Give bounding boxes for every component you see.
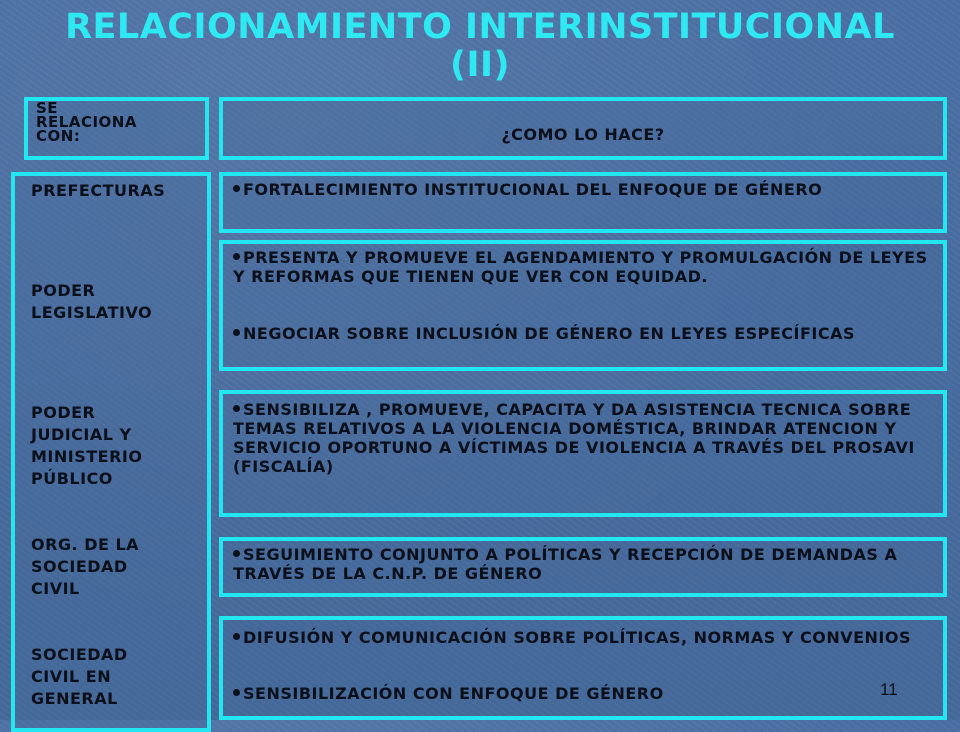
header-right-label: ¿COMO LO HACE? [501, 125, 665, 144]
header-left-cell [24, 97, 209, 160]
entity-prefecturas: PREFECTURAS [31, 181, 166, 200]
slide-title [0, 8, 960, 84]
bullet-dot-icon [233, 405, 240, 412]
page-number: 11 [880, 680, 898, 699]
action-box-3 [219, 390, 947, 517]
bullet-dot-icon [233, 633, 240, 640]
bullet-item: SENSIBILIZACIÓN CON ENFOQUE DE GÉNERO [233, 684, 929, 703]
bullet-dot-icon [233, 253, 240, 260]
bullet-dot-icon [233, 185, 240, 192]
header-right-cell [219, 97, 947, 160]
bullet-item: DIFUSIÓN Y COMUNICACIÓN SOBRE POLÍTICAS, NORMAS Y CONVENIOS [233, 628, 929, 647]
bullet-dot-icon [233, 329, 240, 336]
entity-poder-judicial: PODER JUDICIAL Y MINISTERIO PÚBLICO [31, 403, 143, 488]
bullet-item: SEGUIMIENTO CONJUNTO A POLÍTICAS Y RECEPCIÓN DE DEMANDAS A TRAVÉS DE LA C.N.P. DE GÉNERO [233, 545, 898, 583]
action-box-2 [219, 240, 947, 371]
bullet-item: FORTALECIMIENTO INSTITUCIONAL DEL ENFOQUE DE GÉNERO [233, 180, 929, 199]
bullet-item: SENSIBILIZA , PROMUEVE, CAPACITA Y DA ASISTENCIA TECNICA SOBRE TEMAS RELATIVOS A LA VIOLENCIA DOMÉSTICA, BRINDAR ATENCION Y SERVICIO OPORTUNO A VÍCTIMAS DE VIOLENCIA A TRAVÉS DEL PROSAVI (FISCALÍA) [233, 400, 915, 476]
title-line-1: RELACIONAMIENTO INTERINSTITUCIONAL [65, 7, 895, 47]
header-left-label: SE RELACIONA CON: [36, 99, 137, 145]
bullet-item: PRESENTA Y PROMUEVE EL AGENDAMIENTO Y PROMULGACIÓN DE LEYES Y REFORMAS QUE TIENEN QUE VER CON EQUIDAD. [233, 248, 928, 286]
entity-poder-legislativo: PODER LEGISLATIVO [31, 281, 153, 322]
bullet-dot-icon [233, 689, 240, 696]
entity-sociedad-civil-general: SOCIEDAD CIVIL EN GENERAL [31, 645, 128, 708]
entities-column [11, 172, 211, 732]
action-box-5 [219, 616, 947, 720]
entity-org-sociedad-civil: ORG. DE LA SOCIEDAD CIVIL [31, 535, 140, 598]
bullet-item: NEGOCIAR SOBRE INCLUSIÓN DE GÉNERO EN LEYES ESPECÍFICAS [233, 324, 929, 343]
action-box-4 [219, 537, 947, 597]
action-box-1 [219, 172, 947, 233]
bullet-dot-icon [233, 550, 240, 557]
title-line-2: (II) [449, 45, 511, 85]
